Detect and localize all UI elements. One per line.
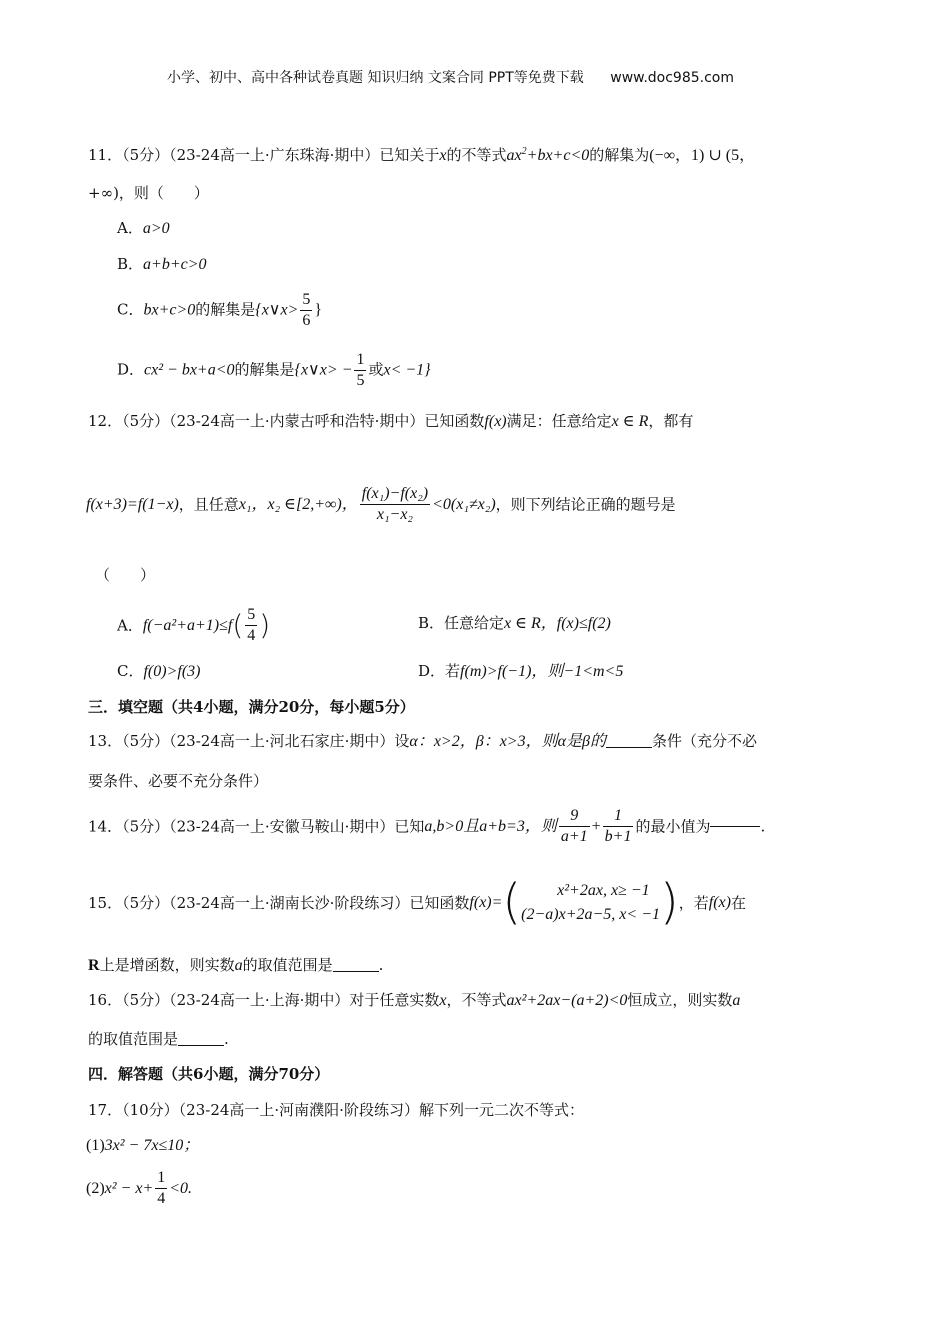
q12-c-expr: f(0)>f(3) — [143, 663, 201, 680]
q12-b-text: 任意给定 — [444, 614, 505, 632]
q14-fraction-1 — [559, 806, 590, 847]
q12-a-num: 5 — [245, 605, 257, 626]
q12-prefix: 12．（5分）（23-24高一上·内蒙古呼和浩特·期中）已知函数 — [88, 412, 485, 430]
question-15-line2 — [88, 956, 383, 975]
question-12-paren — [95, 566, 155, 584]
q11-a-label: A． — [117, 219, 143, 237]
q13-line2: 要条件、必要不充分条件） — [88, 772, 269, 790]
q11-c-set: {x∨x> — [255, 301, 299, 319]
q15-row1: x²+2ax, x≥ −1 — [557, 881, 650, 899]
q11-c-expr: bx+c>0 — [143, 301, 196, 319]
q14-cond: a,b>0且a+b=3，则 — [424, 817, 557, 835]
q15-piecewise — [502, 874, 678, 932]
q13-suffix: 条件（充分不必 — [651, 732, 757, 750]
q12-option-c[interactable] — [117, 662, 200, 681]
q12-frac-num: f(x₁)−f(x₂) — [360, 484, 430, 505]
q17-p1-label: (1) — [86, 1137, 105, 1154]
q11-d-fraction — [354, 350, 366, 391]
q16-prefix: 16．（5分）（23-24高一上·上海·期中）对于任意实数 — [88, 991, 440, 1009]
q12-d-expr: f(m)>f(−1)，则−1<m<5 — [460, 663, 624, 680]
q15-answer-blank[interactable] — [333, 971, 379, 972]
q11-text2: 的解集为 — [589, 146, 650, 164]
q11-b-label: B． — [117, 255, 144, 273]
q15-fx: f(x)= — [469, 894, 503, 912]
q15-line2: 上是增函数，则实数 — [99, 956, 235, 974]
q14-fraction-2 — [603, 806, 634, 847]
q11-d-text: 的解集是 — [234, 360, 295, 379]
q11-option-b[interactable] — [117, 255, 207, 274]
q15-fx2: f(x) — [708, 894, 731, 912]
q12-cond: <0(x₁≠x₂) — [432, 495, 496, 513]
q15-prefix: 15．（5分）（23-24高一上·湖南长沙·阶段练习）已知函数 — [88, 893, 470, 912]
q17-prefix: 17．（10分）（23-24高一上·河南濮阳·阶段练习）解下列一元二次不等式： — [88, 1101, 584, 1119]
q11-d-expr: cx² − bx+a<0 — [144, 361, 235, 379]
question-12-line1 — [88, 412, 693, 431]
question-17 — [88, 1101, 584, 1119]
q16-line2: 的取值范围是 — [88, 1030, 179, 1048]
q12-a-den: 4 — [247, 627, 256, 644]
q15-tail: 在 — [730, 893, 746, 912]
q11-option-a[interactable] — [117, 219, 170, 238]
q17-p2-expr: x² − x+ — [104, 1179, 154, 1197]
q12-a-fraction — [245, 605, 257, 646]
q12-text2: ，都有 — [648, 412, 694, 430]
q16-a: a — [732, 992, 741, 1009]
question-16-line1 — [88, 991, 740, 1010]
q12-d-label: D． — [418, 662, 446, 680]
q11-d-or: 或 — [368, 360, 384, 379]
section-4-heading: 四．解答题（共6小题，满分70分） — [88, 1065, 330, 1083]
question-15-line1 — [88, 874, 746, 932]
q14-answer-blank[interactable] — [710, 826, 760, 827]
q12-text1: 满足：任意给定 — [506, 412, 612, 430]
q13-condition: α：x>2，β：x>3，则α是β的 — [409, 733, 606, 750]
q17-p2-label: (2) — [86, 1179, 105, 1197]
q11-c-label: C． — [117, 300, 144, 319]
q17-p2-tail: <0. — [169, 1179, 193, 1197]
question-11-line2 — [88, 184, 209, 202]
q11-c-fraction — [300, 290, 312, 331]
section-3-heading: 三．填空题（共4小题，满分20分，每小题5分） — [88, 698, 415, 716]
q12-a-expr: f(−a²+a+1)≤f — [142, 616, 233, 634]
q11-var-x: x — [439, 147, 447, 164]
q15-rbrace: ) — [660, 874, 679, 930]
q12-option-b[interactable] — [418, 614, 611, 633]
header-text: 小学、初中、高中各种试卷真题 知识归纳 文案合同 PPT等免费下载 — [167, 70, 584, 86]
q16-expr: ax²+2ax−(a+2)<0 — [506, 992, 628, 1009]
q12-b-expr: x ∈ R，f(x)≤f(2) — [504, 615, 611, 632]
q16-end: . — [224, 1030, 229, 1048]
q11-a-expr: a>0 — [142, 220, 170, 237]
q15-end: . — [378, 956, 384, 974]
q16-text2: 恒成立，则实数 — [627, 991, 733, 1009]
question-16-line2 — [88, 1030, 229, 1048]
q17-p2-den: 4 — [157, 1190, 166, 1207]
q11-option-c[interactable] — [117, 290, 322, 331]
q12-text4: ，则下列结论正确的题号是 — [495, 495, 676, 514]
q14-num2: 1 — [603, 806, 634, 827]
q15-lbrace: ( — [502, 874, 522, 930]
q15-rows — [521, 879, 660, 927]
q15-a: a — [234, 957, 243, 974]
q11-d-num: 1 — [354, 350, 366, 371]
q12-frac-den: x₁−x₂ — [376, 506, 413, 523]
q12-a-rparen: ) — [259, 608, 271, 642]
q14-den2: b+1 — [604, 828, 632, 845]
header-site: www.doc985.com — [610, 70, 734, 86]
q12-option-a[interactable] — [117, 605, 270, 646]
q11-c-text: 的解集是 — [195, 300, 256, 319]
q17-p2-fraction — [155, 1168, 167, 1209]
q11-inequality: $ax^2+bx+c<0$ — [506, 146, 590, 164]
q14-suffix: 的最小值为 — [635, 817, 711, 836]
q12-x1: x₁ — [238, 495, 252, 513]
q17-p2-num: 1 — [155, 1168, 167, 1189]
q16-answer-blank[interactable] — [178, 1045, 224, 1046]
q14-end: . — [760, 817, 766, 836]
q14-plus: + — [591, 817, 601, 835]
q12-c-label: C． — [117, 662, 144, 680]
q12-paren: （ ） — [95, 566, 156, 584]
q12-fraction — [360, 484, 430, 525]
q13-prefix: 13．（5分）（23-24高一上·河北石家庄·期中）设 — [88, 732, 410, 750]
q11-d-den: 5 — [356, 372, 365, 389]
q11-d-tail: x< −1} — [383, 361, 431, 379]
q15-line2b: 的取值范围是 — [242, 956, 333, 974]
q16-text: ，不等式 — [446, 991, 507, 1009]
q12-fx: f(x) — [484, 413, 507, 430]
q12-eq: f(x+3)=f(1−x) — [86, 495, 179, 513]
q12-option-d[interactable] — [418, 662, 623, 681]
q11-interval: (−∞，1) ∪ (5， — [649, 147, 756, 164]
q12-x2set: ，x₂ ∈[2,+∞)， — [251, 495, 358, 513]
q11-text1: 的不等式 — [446, 146, 507, 164]
q16-x: x — [439, 992, 447, 1009]
question-11-line1 — [88, 146, 755, 165]
q11-b-expr: a+b+c>0 — [143, 256, 207, 273]
q12-a-label: A． — [117, 616, 143, 635]
q12-b-label: B． — [418, 614, 445, 632]
q17-part-2 — [86, 1168, 192, 1209]
q15-text: ，若 — [678, 893, 709, 912]
q11-c-num: 5 — [300, 290, 312, 311]
q12-text3: ，且任意 — [178, 495, 239, 514]
q14-den1: a+1 — [560, 828, 588, 845]
q11-d-set: {x∨x> − — [294, 361, 353, 379]
question-13-line1 — [88, 732, 757, 751]
q11-prefix: 11．（5分）（23-24高一上·广东珠海·期中）已知关于 — [88, 146, 440, 164]
page-header — [167, 70, 734, 87]
q11-option-d[interactable] — [117, 350, 431, 391]
q12-a-lparen: ( — [232, 608, 244, 642]
question-13-line2 — [88, 772, 268, 790]
q12-d-text: 若 — [445, 662, 461, 680]
q11-line2: +∞)，则（ ） — [88, 184, 209, 202]
q17-p1-expr: 3x² − 7x≤10； — [104, 1137, 200, 1154]
q12-xr: x ∈ R — [611, 413, 649, 430]
q11-d-label: D． — [117, 360, 145, 379]
q14-prefix: 14．（5分）（23-24高一上·安徽马鞍山·期中）已知 — [88, 817, 425, 836]
question-12-line2 — [86, 484, 676, 525]
q13-answer-blank[interactable] — [606, 747, 652, 748]
question-14 — [88, 806, 765, 847]
q15-r: R — [88, 957, 100, 974]
q11-c-close: } — [314, 301, 323, 319]
q11-c-den: 6 — [302, 312, 311, 329]
q14-num1: 9 — [559, 806, 590, 827]
q17-part-1 — [86, 1136, 199, 1155]
q15-row2: (2−a)x+2a−5, x< −1 — [521, 905, 660, 923]
